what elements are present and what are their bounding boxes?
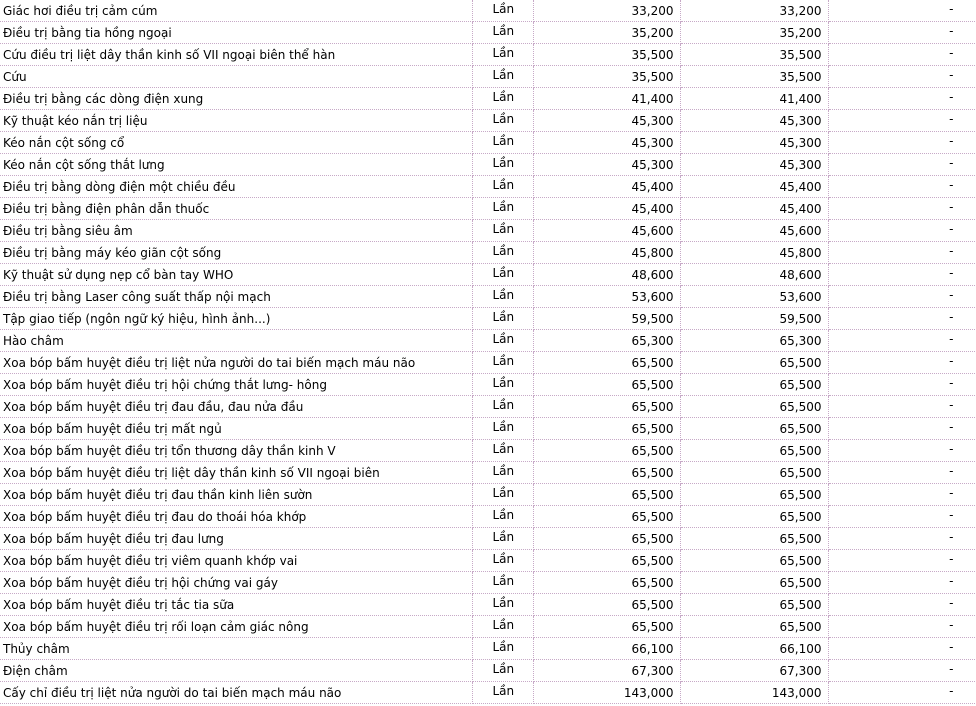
unit-cell: Lần xyxy=(472,286,533,308)
price-cell: 65,500 xyxy=(533,616,680,638)
service-name-cell: Điều trị bằng các dòng điện xung xyxy=(0,88,472,110)
difference-cell: - xyxy=(828,22,976,44)
service-name-cell: Hào châm xyxy=(0,330,472,352)
price-cell: 45,600 xyxy=(680,220,828,242)
price-cell: 65,500 xyxy=(533,572,680,594)
price-cell: 45,800 xyxy=(680,242,828,264)
service-name-cell: Xoa bóp bấm huyệt điều trị liệt nửa người do tai biến mạch máu não xyxy=(0,352,472,374)
price-cell: 45,300 xyxy=(680,110,828,132)
difference-cell: - xyxy=(828,594,976,616)
difference-cell: - xyxy=(828,374,976,396)
price-cell: 59,500 xyxy=(533,308,680,330)
unit-cell: Lần xyxy=(472,198,533,220)
difference-cell: - xyxy=(828,176,976,198)
price-cell: 33,200 xyxy=(680,0,828,22)
service-name-cell: Giác hơi điều trị cảm cúm xyxy=(0,0,472,22)
difference-cell: - xyxy=(828,396,976,418)
price-cell: 66,100 xyxy=(533,638,680,660)
service-name-cell: Xoa bóp bấm huyệt điều trị đau thần kinh liên sườn xyxy=(0,484,472,506)
service-name-cell: Xoa bóp bấm huyệt điều trị đau do thoái hóa khớp xyxy=(0,506,472,528)
difference-cell: - xyxy=(828,352,976,374)
unit-cell: Lần xyxy=(472,242,533,264)
service-name-cell: Xoa bóp bấm huyệt điều trị đau lưng xyxy=(0,528,472,550)
difference-cell: - xyxy=(828,484,976,506)
difference-cell: - xyxy=(828,220,976,242)
service-name-cell: Điện châm xyxy=(0,660,472,682)
table-row xyxy=(0,594,976,616)
table-row xyxy=(0,220,976,242)
table-row xyxy=(0,242,976,264)
unit-cell: Lần xyxy=(472,176,533,198)
unit-cell: Lần xyxy=(472,528,533,550)
price-cell: 45,800 xyxy=(533,242,680,264)
difference-cell: - xyxy=(828,88,976,110)
price-cell: 65,500 xyxy=(533,418,680,440)
price-cell: 35,200 xyxy=(533,22,680,44)
price-cell: 67,300 xyxy=(533,660,680,682)
price-cell: 65,500 xyxy=(680,418,828,440)
table-row xyxy=(0,682,976,704)
price-cell: 143,000 xyxy=(533,682,680,704)
unit-cell: Lần xyxy=(472,154,533,176)
unit-cell: Lần xyxy=(472,352,533,374)
table-row xyxy=(0,198,976,220)
price-cell: 65,500 xyxy=(680,374,828,396)
service-name-cell: Điều trị bằng dòng điện một chiều đều xyxy=(0,176,472,198)
service-name-cell: Kỹ thuật kéo nắn trị liệu xyxy=(0,110,472,132)
price-cell: 65,500 xyxy=(680,440,828,462)
price-cell: 65,500 xyxy=(680,550,828,572)
unit-cell: Lần xyxy=(472,330,533,352)
difference-cell: - xyxy=(828,572,976,594)
table-row xyxy=(0,396,976,418)
difference-cell: - xyxy=(828,616,976,638)
table-row xyxy=(0,462,976,484)
price-cell: 65,500 xyxy=(680,616,828,638)
service-name-cell: Xoa bóp bấm huyệt điều trị viêm quanh khớp vai xyxy=(0,550,472,572)
unit-cell: Lần xyxy=(472,374,533,396)
price-cell: 41,400 xyxy=(680,88,828,110)
service-name-cell: Cấy chỉ điều trị liệt nửa người do tai biến mạch máu não xyxy=(0,682,472,704)
service-name-cell: Xoa bóp bấm huyệt điều trị tắc tia sữa xyxy=(0,594,472,616)
price-cell: 65,500 xyxy=(680,396,828,418)
difference-cell: - xyxy=(828,0,976,22)
price-cell: 65,500 xyxy=(533,594,680,616)
price-cell: 65,500 xyxy=(533,484,680,506)
difference-cell: - xyxy=(828,242,976,264)
price-cell: 45,600 xyxy=(533,220,680,242)
table-row xyxy=(0,264,976,286)
table-row xyxy=(0,616,976,638)
price-cell: 35,200 xyxy=(680,22,828,44)
unit-cell: Lần xyxy=(472,396,533,418)
price-cell: 48,600 xyxy=(533,264,680,286)
unit-cell: Lần xyxy=(472,110,533,132)
unit-cell: Lần xyxy=(472,484,533,506)
unit-cell: Lần xyxy=(472,44,533,66)
unit-cell: Lần xyxy=(472,264,533,286)
price-cell: 33,200 xyxy=(533,0,680,22)
table-row xyxy=(0,132,976,154)
table-row xyxy=(0,176,976,198)
price-cell: 45,300 xyxy=(533,110,680,132)
service-name-cell: Kéo nắn cột sống cổ xyxy=(0,132,472,154)
unit-cell: Lần xyxy=(472,550,533,572)
unit-cell: Lần xyxy=(472,22,533,44)
table-row xyxy=(0,0,976,22)
table-row xyxy=(0,44,976,66)
unit-cell: Lần xyxy=(472,682,533,704)
price-cell: 35,500 xyxy=(533,66,680,88)
service-name-cell: Xoa bóp bấm huyệt điều trị hội chứng thắt lưng- hông xyxy=(0,374,472,396)
price-cell: 143,000 xyxy=(680,682,828,704)
unit-cell: Lần xyxy=(472,616,533,638)
price-cell: 35,500 xyxy=(680,66,828,88)
price-cell: 65,500 xyxy=(533,396,680,418)
table-row xyxy=(0,66,976,88)
price-cell: 45,300 xyxy=(680,154,828,176)
price-cell: 67,300 xyxy=(680,660,828,682)
price-cell: 45,300 xyxy=(533,132,680,154)
price-cell: 65,500 xyxy=(533,374,680,396)
difference-cell: - xyxy=(828,132,976,154)
unit-cell: Lần xyxy=(472,638,533,660)
difference-cell: - xyxy=(828,44,976,66)
difference-cell: - xyxy=(828,660,976,682)
difference-cell: - xyxy=(828,638,976,660)
price-cell: 45,400 xyxy=(533,198,680,220)
table-row xyxy=(0,418,976,440)
table-row xyxy=(0,22,976,44)
price-cell: 65,500 xyxy=(533,352,680,374)
table-row xyxy=(0,352,976,374)
difference-cell: - xyxy=(828,264,976,286)
table-row xyxy=(0,440,976,462)
difference-cell: - xyxy=(828,550,976,572)
price-cell: 35,500 xyxy=(680,44,828,66)
difference-cell: - xyxy=(828,154,976,176)
price-cell: 45,400 xyxy=(680,198,828,220)
service-name-cell: Xoa bóp bấm huyệt điều trị liệt dây thần kinh số VII ngoại biên xyxy=(0,462,472,484)
price-cell: 65,500 xyxy=(680,528,828,550)
price-cell: 53,600 xyxy=(533,286,680,308)
price-cell: 45,400 xyxy=(680,176,828,198)
price-cell: 65,500 xyxy=(533,550,680,572)
service-name-cell: Cứu xyxy=(0,66,472,88)
price-cell: 59,500 xyxy=(680,308,828,330)
price-cell: 65,500 xyxy=(680,594,828,616)
service-name-cell: Tập giao tiếp (ngôn ngữ ký hiệu, hình ảnh...) xyxy=(0,308,472,330)
difference-cell: - xyxy=(828,528,976,550)
table-row xyxy=(0,330,976,352)
unit-cell: Lần xyxy=(472,418,533,440)
unit-cell: Lần xyxy=(472,440,533,462)
difference-cell: - xyxy=(828,418,976,440)
service-name-cell: Xoa bóp bấm huyệt điều trị hội chứng vai gáy xyxy=(0,572,472,594)
table-row xyxy=(0,572,976,594)
service-name-cell: Kéo nắn cột sống thắt lưng xyxy=(0,154,472,176)
difference-cell: - xyxy=(828,110,976,132)
price-cell: 45,400 xyxy=(533,176,680,198)
service-name-cell: Xoa bóp bấm huyệt điều trị rối loạn cảm giác nông xyxy=(0,616,472,638)
service-name-cell: Kỹ thuật sử dụng nẹp cổ bàn tay WHO xyxy=(0,264,472,286)
table-row xyxy=(0,374,976,396)
difference-cell: - xyxy=(828,66,976,88)
service-name-cell: Điều trị bằng Laser công suất thấp nội mạch xyxy=(0,286,472,308)
table-row xyxy=(0,506,976,528)
unit-cell: Lần xyxy=(472,308,533,330)
price-cell: 65,500 xyxy=(533,506,680,528)
service-name-cell: Xoa bóp bấm huyệt điều trị đau đầu, đau nửa đầu xyxy=(0,396,472,418)
service-name-cell: Điều trị bằng máy kéo giãn cột sống xyxy=(0,242,472,264)
table-row xyxy=(0,660,976,682)
price-cell: 65,500 xyxy=(680,506,828,528)
price-cell: 45,300 xyxy=(680,132,828,154)
table-row xyxy=(0,484,976,506)
price-cell: 65,300 xyxy=(680,330,828,352)
price-cell: 35,500 xyxy=(533,44,680,66)
service-name-cell: Điều trị bằng tia hồng ngoại xyxy=(0,22,472,44)
service-name-cell: Thủy châm xyxy=(0,638,472,660)
unit-cell: Lần xyxy=(472,66,533,88)
price-cell: 65,300 xyxy=(533,330,680,352)
price-cell: 53,600 xyxy=(680,286,828,308)
price-cell: 45,300 xyxy=(533,154,680,176)
difference-cell: - xyxy=(828,286,976,308)
service-name-cell: Xoa bóp bấm huyệt điều trị tổn thương dây thần kinh V xyxy=(0,440,472,462)
difference-cell: - xyxy=(828,506,976,528)
difference-cell: - xyxy=(828,440,976,462)
unit-cell: Lần xyxy=(472,594,533,616)
service-name-cell: Cứu điều trị liệt dây thần kinh số VII ngoại biên thể hàn xyxy=(0,44,472,66)
price-cell: 41,400 xyxy=(533,88,680,110)
table-row xyxy=(0,88,976,110)
table-row xyxy=(0,528,976,550)
unit-cell: Lần xyxy=(472,132,533,154)
difference-cell: - xyxy=(828,330,976,352)
price-cell: 65,500 xyxy=(533,440,680,462)
table-row xyxy=(0,154,976,176)
service-name-cell: Điều trị bằng điện phân dẫn thuốc xyxy=(0,198,472,220)
unit-cell: Lần xyxy=(472,572,533,594)
price-cell: 48,600 xyxy=(680,264,828,286)
difference-cell: - xyxy=(828,308,976,330)
price-cell: 65,500 xyxy=(680,572,828,594)
unit-cell: Lần xyxy=(472,0,533,22)
table-row xyxy=(0,286,976,308)
difference-cell: - xyxy=(828,198,976,220)
unit-cell: Lần xyxy=(472,462,533,484)
table-row xyxy=(0,550,976,572)
table-row xyxy=(0,110,976,132)
unit-cell: Lần xyxy=(472,506,533,528)
price-cell: 65,500 xyxy=(533,462,680,484)
difference-cell: - xyxy=(828,462,976,484)
price-cell: 65,500 xyxy=(680,484,828,506)
price-cell: 66,100 xyxy=(680,638,828,660)
table-row xyxy=(0,638,976,660)
service-name-cell: Điều trị bằng siêu âm xyxy=(0,220,472,242)
unit-cell: Lần xyxy=(472,88,533,110)
unit-cell: Lần xyxy=(472,220,533,242)
price-cell: 65,500 xyxy=(680,352,828,374)
table-row xyxy=(0,308,976,330)
service-name-cell: Xoa bóp bấm huyệt điều trị mất ngủ xyxy=(0,418,472,440)
price-cell: 65,500 xyxy=(533,528,680,550)
difference-cell: - xyxy=(828,682,976,704)
price-cell: 65,500 xyxy=(680,462,828,484)
unit-cell: Lần xyxy=(472,660,533,682)
